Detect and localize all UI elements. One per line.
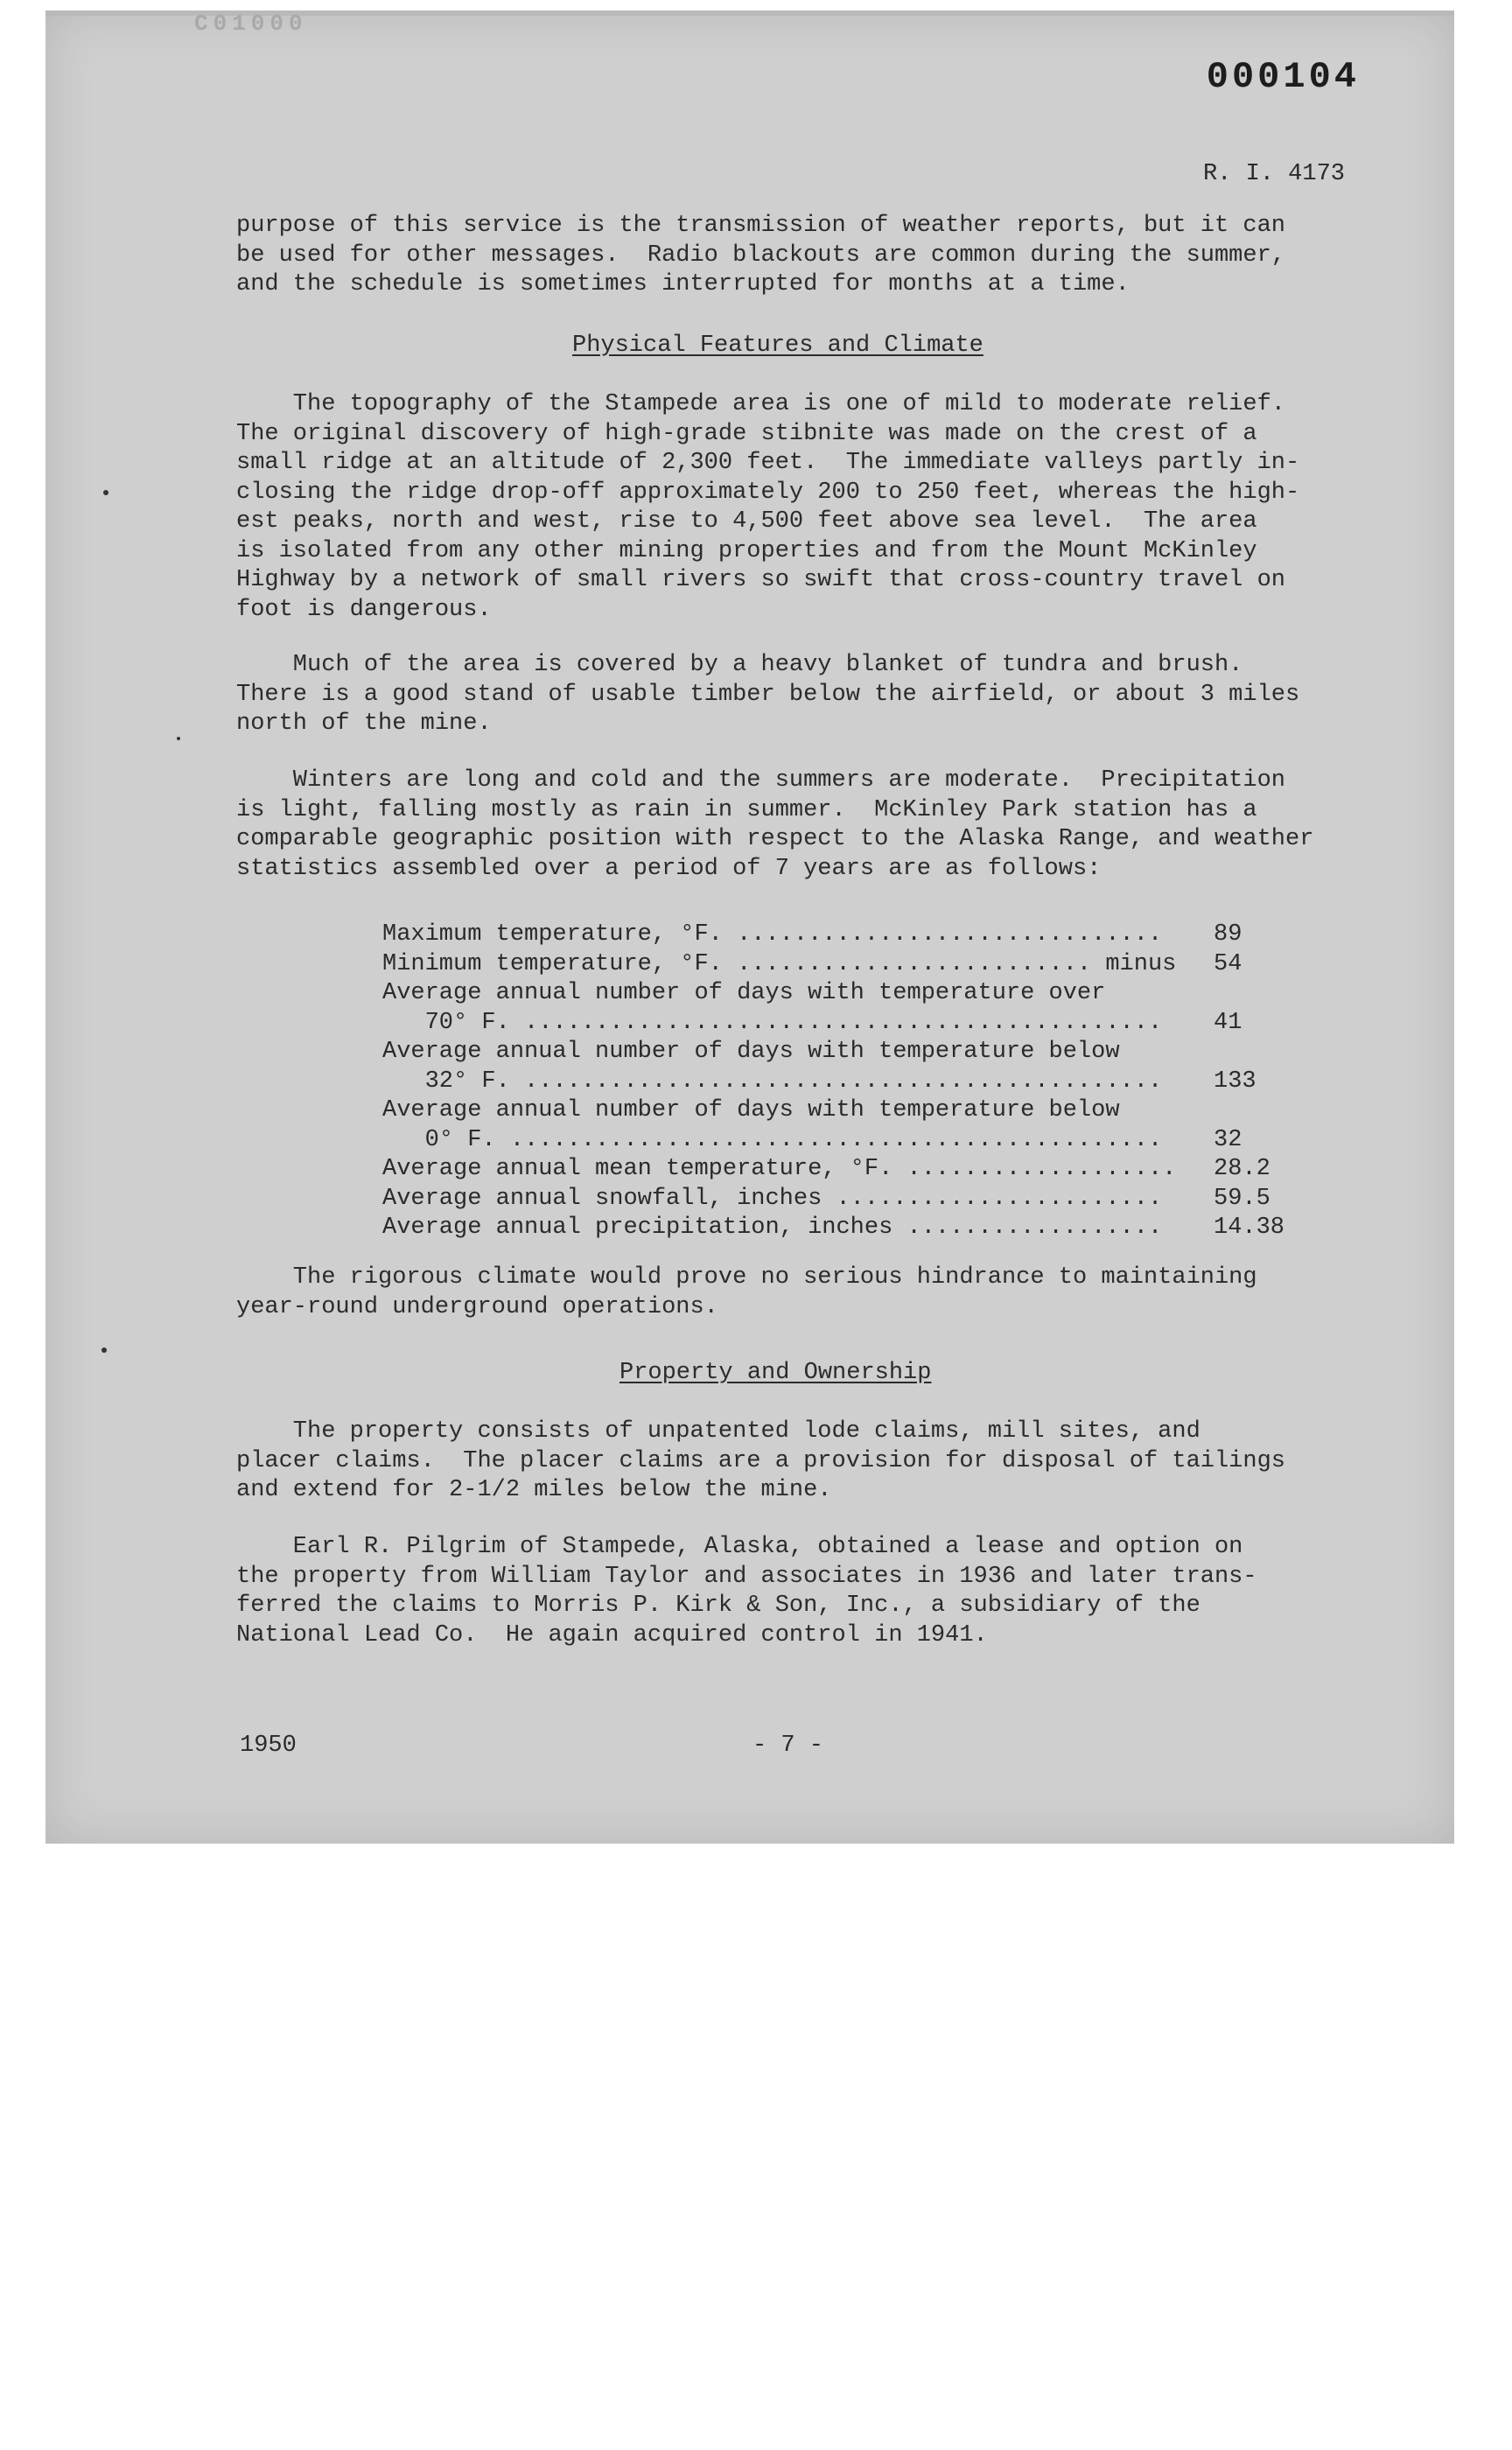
stat-row [382, 1096, 1292, 1126]
stat-row [382, 1185, 1292, 1214]
intro-paragraph: purpose of this service is the transmission of weather reports, but it can be used for other messages. Radio blackouts are common during the summer, and the schedule is sometimes interrupted for months at a time. [236, 213, 1285, 298]
stat-row [382, 920, 1292, 950]
stat-value [1203, 1096, 1292, 1126]
stat-label: Average annual precipitation, inches .................. [382, 1214, 1163, 1241]
paragraph-topography: The topography of the Stampede area is one of mild to moderate relief. The original discovery of high-grade stibnite was made on the crest of a small ridge at an altitude of 2,300 feet. The immediate valleys partly in- closing the ridge drop-off approximately 200 to 250 feet, whereas the high- est peaks, north and west, rise to 4,500 feet above sea level. The area is isolated from any other mining properties and from the Mount McKinley Highway by a network of small rivers so swift that cross-country travel on foot is dangerous. [236, 391, 1300, 623]
document-number: 000104 [1206, 56, 1360, 98]
stat-row [382, 1068, 1292, 1097]
footer-code: 1950 [240, 1732, 297, 1759]
stat-row [382, 1009, 1292, 1039]
scan-speck [177, 737, 180, 740]
section-heading-physical: Physical Features and Climate [572, 332, 984, 359]
stat-row [382, 1155, 1292, 1185]
stat-label: 0° F. .............................................. [382, 1126, 1163, 1153]
stat-value: 14.38 [1214, 1214, 1285, 1241]
stat-value: 59.5 [1214, 1185, 1270, 1212]
stat-value [1203, 1038, 1292, 1068]
stat-value: 41 [1214, 1009, 1242, 1036]
stat-label: Average annual number of days with temperature below [382, 1097, 1120, 1124]
stat-label: Minimum temperature, °F. ......................... minus [382, 950, 1177, 977]
report-number: R. I. 4173 [1202, 161, 1345, 187]
stat-value: 32 [1214, 1126, 1242, 1153]
paragraph-climate-conclusion: The rigorous climate would prove no serious hindrance to maintaining year-round underground operations. [236, 1264, 1257, 1320]
stat-value: 54 [1214, 950, 1242, 977]
stat-value: 133 [1214, 1068, 1256, 1095]
paragraph-climate: Winters are long and cold and the summers are moderate. Precipitation is light, falling mostly as rain in summer. McKinley Park station has a comparable geographic position with respect to the Alaska Range, and weather statistics assembled over a period of 7 years are as follows: [236, 767, 1314, 882]
stat-row [382, 950, 1292, 980]
paragraph-property: The property consists of unpatented lode claims, mill sites, and placer claims. The placer claims are a provision for disposal of tailings and extend for 2-1/2 miles below the mine. [236, 1418, 1285, 1503]
stat-label: Average annual number of days with temperature over [382, 980, 1106, 1006]
section-heading-property: Property and Ownership [620, 1360, 932, 1386]
faint-stamp: C01000 [194, 10, 308, 37]
paragraph-vegetation: Much of the area is covered by a heavy blanket of tundra and brush. There is a good stand of usable timber below the airfield, or about 3 miles north of the mine. [236, 652, 1300, 737]
weather-statistics-table [382, 920, 1292, 1243]
stat-label: Maximum temperature, °F. .............................. [382, 921, 1163, 948]
stat-label: 70° F. ............................................. [382, 1009, 1163, 1036]
stat-label: 32° F. ............................................. [382, 1068, 1163, 1095]
stat-row [382, 1126, 1292, 1156]
paragraph-ownership: Earl R. Pilgrim of Stampede, Alaska, obtained a lease and option on the property from William Taylor and associates in 1936 and later trans- ferred the claims to Morris P. Kirk & Son, Inc., a subsidiary of the National Lead Co. He again acquired control in 1941. [236, 1534, 1257, 1648]
stat-label: Average annual mean temperature, °F. ................... [382, 1156, 1177, 1182]
stat-label: Average annual number of days with temperature below [382, 1039, 1120, 1065]
page-number: - 7 - [752, 1732, 824, 1759]
scan-speck [103, 490, 108, 495]
stat-value: 89 [1214, 921, 1242, 948]
document-page [46, 10, 1454, 1844]
stat-label: Average annual snowfall, inches ....................... [382, 1185, 1163, 1212]
stat-row [382, 1214, 1292, 1243]
stat-value: 28.2 [1214, 1156, 1270, 1182]
scan-speck [102, 1348, 107, 1353]
stat-row [382, 979, 1292, 1009]
stat-row [382, 1038, 1292, 1068]
stat-value [1203, 979, 1292, 1009]
